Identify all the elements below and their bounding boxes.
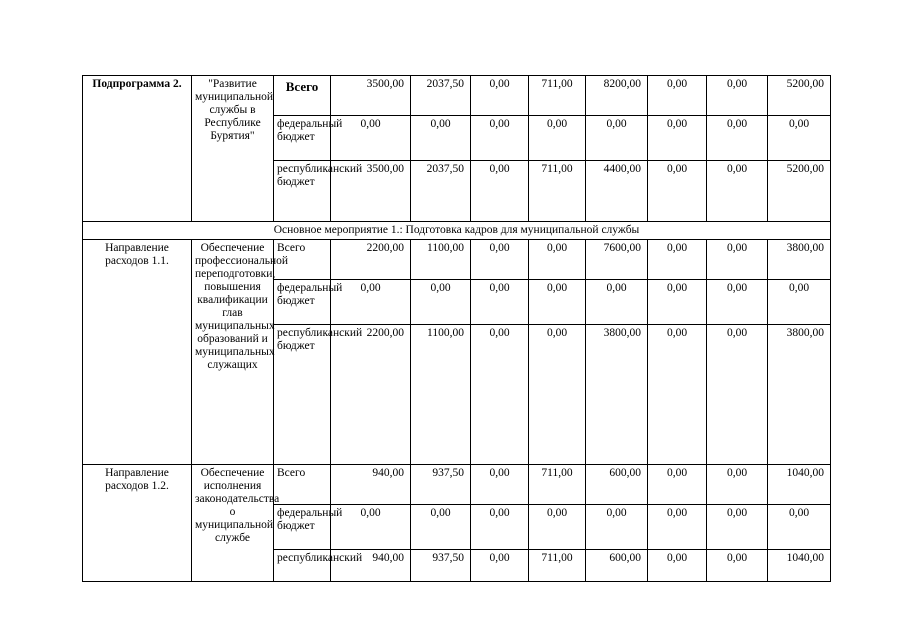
row-type: Всего (274, 76, 331, 116)
cell: 0,00 (331, 116, 411, 161)
cell: 0,00 (768, 116, 831, 161)
cell: 0,00 (529, 280, 586, 325)
cell: 0,00 (471, 161, 529, 222)
cell: 1040,00 (768, 465, 831, 505)
cell: 711,00 (529, 550, 586, 582)
cell: 3800,00 (768, 240, 831, 280)
cell: 0,00 (586, 280, 648, 325)
cell: 0,00 (471, 116, 529, 161)
cell: 0,00 (648, 550, 707, 582)
cell: 0,00 (411, 505, 471, 550)
cell: 0,00 (471, 76, 529, 116)
budget-table (82, 75, 831, 582)
table-row (83, 76, 831, 116)
cell: 0,00 (529, 116, 586, 161)
program-label: Подпрограмма 2. (83, 76, 192, 222)
cell: 0,00 (768, 505, 831, 550)
cell: 0,00 (471, 280, 529, 325)
cell: 711,00 (529, 161, 586, 222)
row-type: федеральный бюджет (274, 116, 331, 161)
cell: 0,00 (529, 325, 586, 465)
cell: 0,00 (411, 280, 471, 325)
cell: 5200,00 (768, 161, 831, 222)
cell: 0,00 (768, 280, 831, 325)
cell: 0,00 (648, 325, 707, 465)
cell: 0,00 (471, 325, 529, 465)
row-type: Всего (274, 465, 331, 505)
cell: 1100,00 (411, 240, 471, 280)
cell: 5200,00 (768, 76, 831, 116)
cell: 940,00 (331, 465, 411, 505)
cell: 1100,00 (411, 325, 471, 465)
cell: 1040,00 (768, 550, 831, 582)
row-type: федеральный бюджет (274, 280, 331, 325)
cell: 937,50 (411, 465, 471, 505)
cell: 600,00 (586, 465, 648, 505)
cell: 937,50 (411, 550, 471, 582)
cell: 0,00 (331, 280, 411, 325)
direction-name: Обеспечение профессиональной переподготовки, повышения квалификации глав муниципальных образований и муниципальных служащих (192, 240, 274, 465)
cell: 2037,50 (411, 161, 471, 222)
cell: 0,00 (707, 76, 768, 116)
row-type: республиканский (274, 550, 331, 582)
cell: 940,00 (331, 550, 411, 582)
cell: 0,00 (648, 505, 707, 550)
cell: 0,00 (707, 465, 768, 505)
program-name: "Развитие муниципальной службы в Республике Бурятия" (192, 76, 274, 222)
cell: 2037,50 (411, 76, 471, 116)
table-row (83, 465, 831, 505)
cell: 0,00 (707, 280, 768, 325)
cell: 0,00 (707, 550, 768, 582)
cell: 0,00 (707, 161, 768, 222)
row-type: республиканский бюджет (274, 161, 331, 222)
direction-name: Обеспечение исполнения законодательства о муниципальной службе (192, 465, 274, 582)
cell: 0,00 (529, 240, 586, 280)
cell: 8200,00 (586, 76, 648, 116)
cell: 0,00 (471, 240, 529, 280)
cell: 0,00 (471, 505, 529, 550)
cell: 0,00 (707, 505, 768, 550)
cell: 2200,00 (331, 325, 411, 465)
cell: 0,00 (586, 505, 648, 550)
cell: 3800,00 (768, 325, 831, 465)
direction-label: Направление расходов 1.2. (83, 465, 192, 582)
cell: 0,00 (471, 465, 529, 505)
direction-label: Направление расходов 1.1. (83, 240, 192, 465)
cell: 3500,00 (331, 161, 411, 222)
cell: 0,00 (648, 465, 707, 505)
cell: 7600,00 (586, 240, 648, 280)
cell: 3500,00 (331, 76, 411, 116)
cell: 711,00 (529, 465, 586, 505)
cell: 0,00 (707, 116, 768, 161)
row-type: Всего (274, 240, 331, 280)
cell: 0,00 (471, 550, 529, 582)
row-type: республиканский бюджет (274, 325, 331, 465)
section-title: Основное мероприятие 1.: Подготовка кадров для муниципальной службы (83, 222, 831, 240)
cell: 0,00 (411, 116, 471, 161)
table-row (83, 240, 831, 280)
cell: 3800,00 (586, 325, 648, 465)
cell: 711,00 (529, 76, 586, 116)
cell: 4400,00 (586, 161, 648, 222)
cell: 2200,00 (331, 240, 411, 280)
cell: 0,00 (648, 240, 707, 280)
cell: 0,00 (648, 161, 707, 222)
cell: 600,00 (586, 550, 648, 582)
cell: 0,00 (331, 505, 411, 550)
cell: 0,00 (648, 116, 707, 161)
cell: 0,00 (707, 325, 768, 465)
cell: 0,00 (586, 116, 648, 161)
cell: 0,00 (707, 240, 768, 280)
cell: 0,00 (529, 505, 586, 550)
section-row (83, 222, 831, 240)
row-type: федеральный бюджет (274, 505, 331, 550)
cell: 0,00 (648, 280, 707, 325)
cell: 0,00 (648, 76, 707, 116)
